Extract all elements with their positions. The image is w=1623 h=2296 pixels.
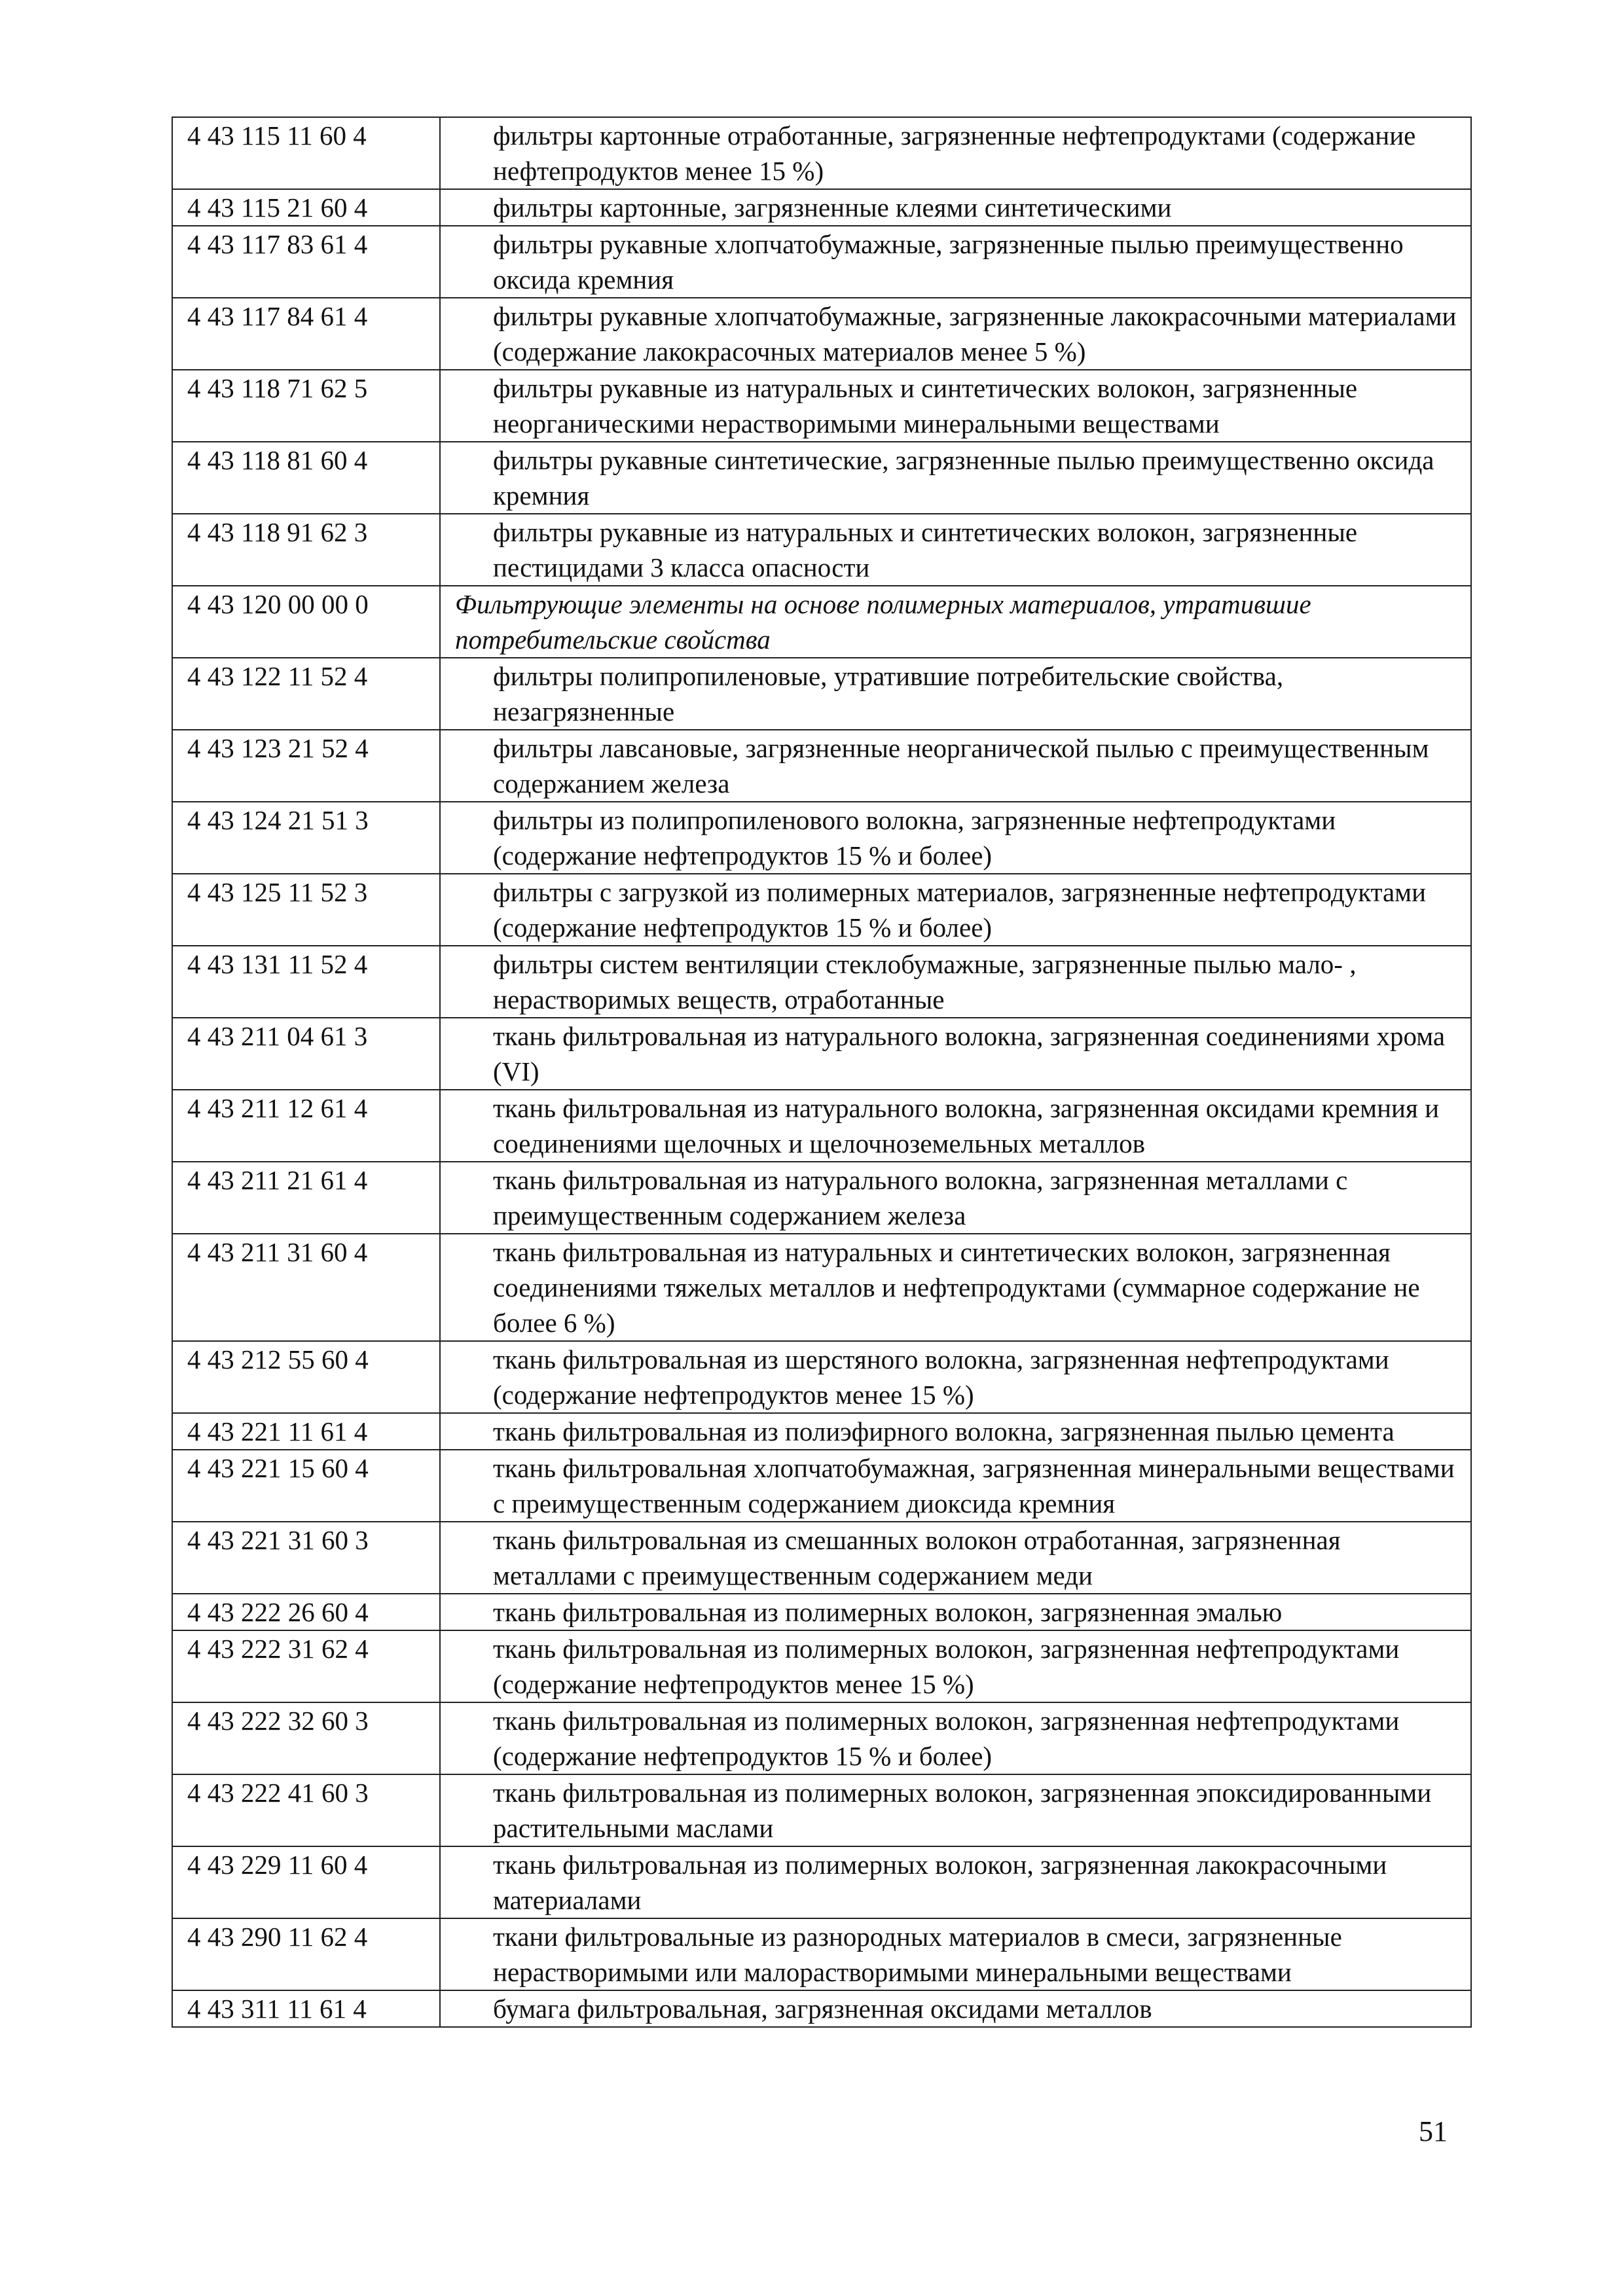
group-heading-row (172, 586, 1471, 658)
waste-description-cell: фильтры лавсановые, загрязненные неорганической пылью с преимущественным содержанием железа (440, 730, 1471, 802)
waste-description-cell: ткань фильтровальная из полимерных волокон, загрязненная нефтепродуктами (содержание нефтепродуктов 15 % и более) (440, 1702, 1471, 1774)
waste-description-cell: фильтры полипропиленовые, утратившие потребительские свойства, незагрязненные (440, 658, 1471, 730)
table-row (172, 1918, 1471, 1990)
waste-code-cell: 4 43 118 81 60 4 (172, 442, 440, 514)
waste-code-cell: 4 43 229 11 60 4 (172, 1846, 440, 1918)
waste-description-cell: ткань фильтровальная из смешанных волокон отработанная, загрязненная металлами с преимущественным содержанием меди (440, 1522, 1471, 1594)
table-row (172, 1450, 1471, 1522)
waste-description-cell: фильтры рукавные из натуральных и синтетических волокон, загрязненные пестицидами 3 класса опасности (440, 514, 1471, 586)
waste-code-cell: 4 43 222 31 62 4 (172, 1630, 440, 1702)
table-row (172, 298, 1471, 370)
waste-code-cell: 4 43 211 21 61 4 (172, 1162, 440, 1234)
waste-description-cell: ткань фильтровальная из натуральных и синтетических волокон, загрязненная соединениями тяжелых металлов и нефтепродуктами (суммарное содержание не более 6 %) (440, 1234, 1471, 1341)
page-number: 51 (1419, 2115, 1448, 2147)
waste-description-cell: ткань фильтровальная из полиэфирного волокна, загрязненная пылью цемента (440, 1413, 1471, 1450)
table-row (172, 189, 1471, 226)
waste-description-cell: фильтры рукавные из натуральных и синтетических волокон, загрязненные неорганическими нерастворимыми минеральными веществами (440, 370, 1471, 442)
waste-code-cell: 4 43 131 11 52 4 (172, 946, 440, 1018)
table-row (172, 802, 1471, 874)
waste-description-cell: ткань фильтровальная из натурального волокна, загрязненная металлами с преимущественным содержанием железа (440, 1162, 1471, 1234)
waste-description-cell: бумага фильтровальная, загрязненная оксидами металлов (440, 1990, 1471, 2027)
waste-code-cell: 4 43 212 55 60 4 (172, 1341, 440, 1413)
waste-description-cell: ткань фильтровальная из полимерных волокон, загрязненная эпоксидированными растительными маслами (440, 1774, 1471, 1846)
table-row (172, 370, 1471, 442)
waste-code-cell: 4 43 221 31 60 3 (172, 1522, 440, 1594)
table-row (172, 1774, 1471, 1846)
waste-code-cell: 4 43 221 11 61 4 (172, 1413, 440, 1450)
waste-codes-table (172, 117, 1472, 2028)
waste-description-cell: ткань фильтровальная из натурального волокна, загрязненная соединениями хрома (VI) (440, 1018, 1471, 1090)
waste-code-cell: 4 43 115 11 60 4 (172, 117, 440, 189)
table-row (172, 1018, 1471, 1090)
waste-code-cell: 4 43 124 21 51 3 (172, 802, 440, 874)
waste-code-cell: 4 43 125 11 52 3 (172, 874, 440, 946)
group-heading-cell: Фильтрующие элементы на основе полимерных материалов, утратившие потребительские свойства (440, 586, 1471, 658)
waste-code-cell: 4 43 222 26 60 4 (172, 1594, 440, 1630)
waste-code-cell: 4 43 117 83 61 4 (172, 226, 440, 298)
waste-description-cell: фильтры рукавные синтетические, загрязненные пылью преимущественно оксида кремния (440, 442, 1471, 514)
waste-description-cell: фильтры рукавные хлопчатобумажные, загрязненные лакокрасочными материалами (содержание лакокрасочных материалов менее 5 %) (440, 298, 1471, 370)
table-row (172, 1522, 1471, 1594)
table-row (172, 1846, 1471, 1918)
waste-code-cell: 4 43 123 21 52 4 (172, 730, 440, 802)
waste-code-cell: 4 43 117 84 61 4 (172, 298, 440, 370)
table-row (172, 226, 1471, 298)
table-row (172, 442, 1471, 514)
waste-code-cell: 4 43 221 15 60 4 (172, 1450, 440, 1522)
waste-code-cell: 4 43 118 71 62 5 (172, 370, 440, 442)
waste-description-cell: ткань фильтровальная хлопчатобумажная, загрязненная минеральными веществами с преимущественным содержанием диоксида кремния (440, 1450, 1471, 1522)
table-row (172, 658, 1471, 730)
waste-description-cell: ткань фильтровальная из полимерных волокон, загрязненная эмалью (440, 1594, 1471, 1630)
table-row (172, 117, 1471, 189)
waste-description-cell: ткань фильтровальная из шерстяного волокна, загрязненная нефтепродуктами (содержание нефтепродуктов менее 15 %) (440, 1341, 1471, 1413)
waste-code-cell: 4 43 122 11 52 4 (172, 658, 440, 730)
waste-code-cell: 4 43 211 12 61 4 (172, 1090, 440, 1162)
table-row (172, 1341, 1471, 1413)
waste-code-cell: 4 43 211 31 60 4 (172, 1234, 440, 1341)
waste-description-cell: фильтры с загрузкой из полимерных материалов, загрязненные нефтепродуктами (содержание нефтепродуктов 15 % и более) (440, 874, 1471, 946)
table-row (172, 946, 1471, 1018)
table-row (172, 514, 1471, 586)
waste-code-cell: 4 43 311 11 61 4 (172, 1990, 440, 2027)
waste-code-cell: 4 43 290 11 62 4 (172, 1918, 440, 1990)
waste-code-cell: 4 43 120 00 00 0 (172, 586, 440, 658)
waste-code-cell: 4 43 222 32 60 3 (172, 1702, 440, 1774)
table-row (172, 1413, 1471, 1450)
waste-description-cell: фильтры из полипропиленового волокна, загрязненные нефтепродуктами (содержание нефтепродуктов 15 % и более) (440, 802, 1471, 874)
table-row (172, 1594, 1471, 1630)
table-row (172, 1702, 1471, 1774)
waste-description-cell: фильтры картонные, загрязненные клеями синтетическими (440, 189, 1471, 226)
table-row (172, 1162, 1471, 1234)
waste-code-cell: 4 43 115 21 60 4 (172, 189, 440, 226)
waste-description-cell: ткани фильтровальные из разнородных материалов в смеси, загрязненные нерастворимыми или малорастворимыми минеральными веществами (440, 1918, 1471, 1990)
table-row (172, 1090, 1471, 1162)
table-body (172, 117, 1471, 2027)
table-row (172, 730, 1471, 802)
waste-description-cell: ткань фильтровальная из натурального волокна, загрязненная оксидами кремния и соединениями щелочных и щелочноземельных металлов (440, 1090, 1471, 1162)
waste-description-cell: фильтры рукавные хлопчатобумажные, загрязненные пылью преимущественно оксида кремния (440, 226, 1471, 298)
waste-code-cell: 4 43 222 41 60 3 (172, 1774, 440, 1846)
waste-description-cell: фильтры систем вентиляции стеклобумажные, загрязненные пылью мало- , нерастворимых веществ, отработанные (440, 946, 1471, 1018)
table-row (172, 1234, 1471, 1341)
table-row (172, 874, 1471, 946)
waste-code-cell: 4 43 211 04 61 3 (172, 1018, 440, 1090)
waste-description-cell: ткань фильтровальная из полимерных волокон, загрязненная нефтепродуктами (содержание нефтепродуктов менее 15 %) (440, 1630, 1471, 1702)
waste-description-cell: фильтры картонные отработанные, загрязненные нефтепродуктами (содержание нефтепродуктов менее 15 %) (440, 117, 1471, 189)
table-row (172, 1990, 1471, 2027)
waste-code-cell: 4 43 118 91 62 3 (172, 514, 440, 586)
waste-description-cell: ткань фильтровальная из полимерных волокон, загрязненная лакокрасочными материалами (440, 1846, 1471, 1918)
table-row (172, 1630, 1471, 1702)
